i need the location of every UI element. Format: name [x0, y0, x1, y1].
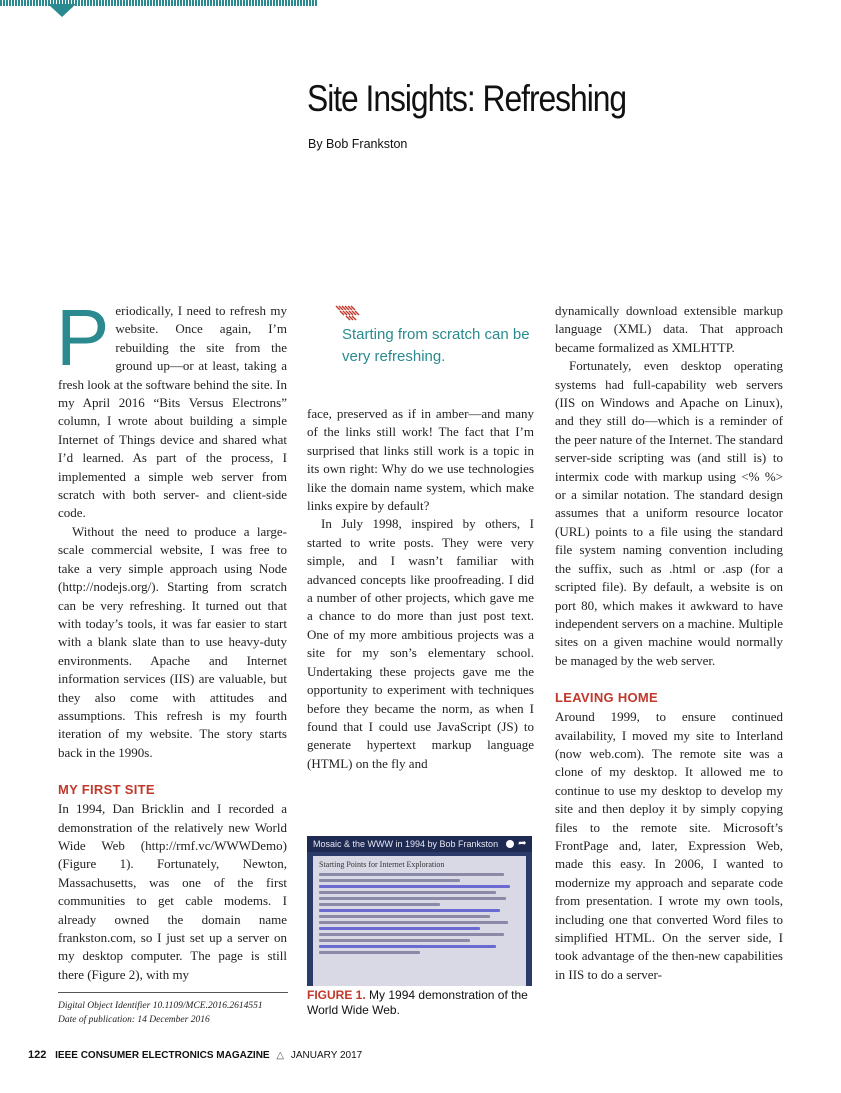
doi: Digital Object Identifier 10.1109/MCE.2016.2614551 — [58, 1001, 263, 1011]
page-heading: Starting Points for Internet Exploration — [319, 860, 445, 869]
intro-text: eriodically, I need to refresh my website. Once again, I’m rebuilding the site from the ground up—or at least, taking a fresh look at the software behind the site. In my April 2016 “Bits Versus Electrons” column, I wrote about building a simple Internet of Things device and shared what I’d learned. As part of the process, I implemented a simple web server from scratch with both server- and client-side code. — [58, 303, 287, 521]
top-decor-notch — [48, 4, 76, 17]
magazine-name: IEEE CONSUMER ELECTRONICS MAGAZINE — [55, 1050, 270, 1061]
paragraph: face, preserved as if in amber—and many of the links still work! The fact that I’m surprised that links still work is a topic in its own right: Why do we use technologies like the domain name system, which make links expire by default? — [307, 406, 534, 514]
article-title: Site Insights: Refreshing — [307, 78, 627, 119]
section-heading-leaving-home: LEAVING HOME — [555, 690, 659, 706]
paragraph: In July 1998, inspired by others, I started to write posts. They were very simple, and I wasn’t familiar with advanced concepts like proofreading. I did a number of other projects, which gave me a chance to do more than just post text. One of my more ambitious projects was a site for my son’s elementary school. Undertaking these projects gave me the opportunity to experiment with techniques before they became the norm, as when I found that I could use JavaScript (JS) to generate hypertext markup language (HTML) on the fly and — [307, 516, 534, 771]
text-line — [319, 891, 496, 894]
text-line — [319, 939, 470, 942]
video-title-bar — [307, 836, 532, 852]
column-2 — [307, 405, 534, 773]
link-line — [319, 945, 496, 948]
footnote — [58, 992, 288, 1027]
text-line — [319, 915, 490, 918]
pull-quote-mark-icon — [334, 302, 366, 324]
caption-text: My 1994 demonstration of the World Wide Web. — [307, 988, 528, 1017]
link-line — [319, 909, 500, 912]
text-line — [319, 873, 504, 876]
text-line — [319, 879, 460, 882]
paragraph-intro — [56, 293, 287, 523]
figure-1-screenshot — [307, 836, 532, 986]
text-line — [319, 921, 508, 924]
section-heading-my-first-site: MY FIRST SITE — [58, 782, 155, 798]
column-3 — [555, 302, 783, 984]
browser-page — [313, 856, 526, 986]
paragraph: Fortunately, even desktop operating systems had full-capability web servers (IIS on Windows and Apache on Linux), and they still do—which is a reminder of the peer nature of the Internet. The standard server-side scripting was (and still is) to intermix code with markup using <% %> or a similar notation. The standard design assumes that a uniform resource locator (URL) points to a file using the standard file system naming convention including the suffix, such as .html or .asp (for a scripted file). By default, a website is on port 80, which makes it awkward to have independent servers on a machine. Multiple sites on a given machine would normally be managed by the web server. — [555, 358, 783, 668]
share-icon: ➦ — [518, 838, 527, 849]
drop-cap: P — [56, 293, 110, 382]
page-footer — [28, 1049, 362, 1061]
page-number: 122 — [28, 1049, 47, 1061]
text-line — [319, 951, 420, 954]
issue-date: JANUARY 2017 — [290, 1050, 363, 1061]
paragraph: Without the need to produce a large-scale commercial website, I was free to take a very simple approach using Node (http://nodejs.org/). Starting from scratch can be very refreshing. It turned out that with today’s tools, it was far easier to start with a blank slate than to use heavy-duty environments. Apache and Internet information services (IIS) are valuable, but they also come with attitudes and assumptions. This refresh is my fourth iteration of my website. The story starts back in the 1990s. — [58, 523, 287, 760]
pull-quote: Starting from scratch can be very refreshing. — [342, 326, 530, 365]
paragraph: dynamically download extensible markup language (XML) data. That approach became formalized as XMLHTTP. — [555, 303, 783, 355]
text-line — [319, 933, 504, 936]
caption-label: FIGURE 1. — [307, 988, 366, 1002]
paragraph: Around 1999, to ensure continued availability, I moved my site to Interland (now web.com). The remote site was a clone of my desktop. It allowed me to continue to use my desktop to develop my site and then deploy it by simply copying files to the remote site. Microsoft’s FrontPage and, later, Expression Web, made this easy. In 2006, I wanted to modernize my approach and separate code from presentation. I wrote my own tools, including one that converted Word files to simplified HTML. On the server side, I took advantage of the then-new capabilities in IIS to do a server- — [555, 709, 783, 982]
clock-icon — [506, 840, 514, 848]
video-title: Mosaic & the WWW in 1994 by Bob Frankston — [313, 839, 499, 849]
link-line — [319, 885, 510, 888]
byline: By Bob Frankston — [308, 137, 408, 151]
triangle-icon: △ — [276, 1050, 285, 1061]
publication-date: Date of publication: 14 December 2016 — [58, 1015, 210, 1025]
column-1 — [56, 293, 287, 984]
link-line — [319, 927, 480, 930]
text-line — [319, 897, 506, 900]
text-line — [319, 903, 440, 906]
figure-caption — [307, 988, 539, 1018]
paragraph: In 1994, Dan Bricklin and I recorded a demonstration of the relatively new World Wide Web (http://rmf.vc/WWWDemo) (Figure 1). Fortunately, Newton, Massachusetts, was one of the first communities to get cable modems. I already owned the domain name frankston.com, so I just set up a server on my desktop computer. The page is still there (Figure 2), with my — [58, 801, 287, 982]
